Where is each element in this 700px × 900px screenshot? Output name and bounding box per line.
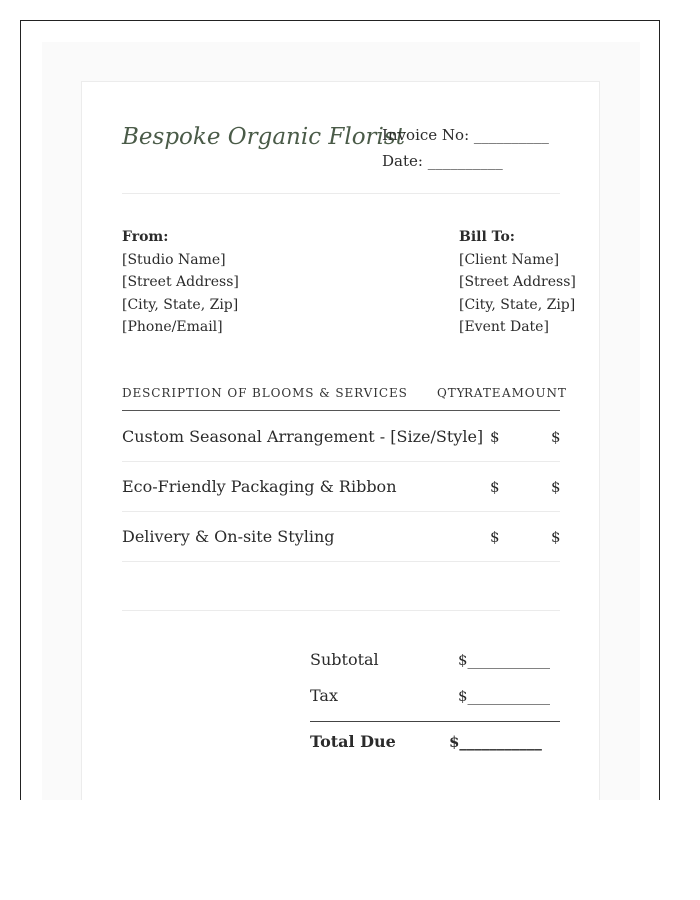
column-header-qty: QTY xyxy=(437,386,466,400)
row-divider xyxy=(122,461,560,462)
business-title: Bespoke Organic Florist xyxy=(122,124,405,150)
total-rule xyxy=(310,721,560,722)
table-row-amount: $ xyxy=(551,428,561,446)
tax-label: Tax xyxy=(310,686,338,705)
subtotal-label: Subtotal xyxy=(310,650,379,669)
header-divider xyxy=(122,193,560,194)
subtotal-value: $___________ xyxy=(458,651,551,669)
invoice-date-field: Date: __________ xyxy=(382,152,503,170)
row-divider xyxy=(122,561,560,562)
from-line: [City, State, Zip] xyxy=(122,296,239,313)
column-header-description: DESCRIPTION OF BLOOMS & SERVICES xyxy=(122,386,408,400)
bill-to-line: [Event Date] xyxy=(459,319,549,335)
from-heading: From: xyxy=(122,229,169,245)
total-due-label: Total Due xyxy=(310,732,396,751)
table-row-amount: $ xyxy=(551,478,561,496)
bill-to-line: [City, State, Zip] xyxy=(459,296,576,313)
column-header-rate: RATE xyxy=(464,386,502,400)
table-row-description: Eco-Friendly Packaging & Ribbon xyxy=(122,477,397,496)
bill-to-block xyxy=(459,226,576,339)
table-row-description: Delivery & On-site Styling xyxy=(122,527,335,546)
tax-value: $___________ xyxy=(458,687,551,705)
table-row-amount: $ xyxy=(551,528,561,546)
table-row-rate: $ xyxy=(490,478,500,496)
from-line: [Street Address] xyxy=(122,274,239,290)
table-row-rate: $ xyxy=(490,528,500,546)
from-block xyxy=(122,226,239,339)
table-row-rate: $ xyxy=(490,428,500,446)
total-due-value: $___________ xyxy=(449,733,542,751)
bill-to-line: [Client Name] xyxy=(459,251,560,268)
bill-to-line: [Street Address] xyxy=(459,274,576,290)
table-header-rule xyxy=(122,410,560,411)
bill-to-heading: Bill To: xyxy=(459,229,515,245)
table-row-description: Custom Seasonal Arrangement - [Size/Style] xyxy=(122,427,484,446)
column-header-amount: AMOUNT xyxy=(502,386,567,400)
row-divider xyxy=(122,511,560,512)
from-line: [Phone/Email] xyxy=(122,319,223,335)
invoice-number-field: Invoice No: __________ xyxy=(382,126,549,144)
from-line: [Studio Name] xyxy=(122,251,226,268)
totals-divider xyxy=(122,610,560,611)
